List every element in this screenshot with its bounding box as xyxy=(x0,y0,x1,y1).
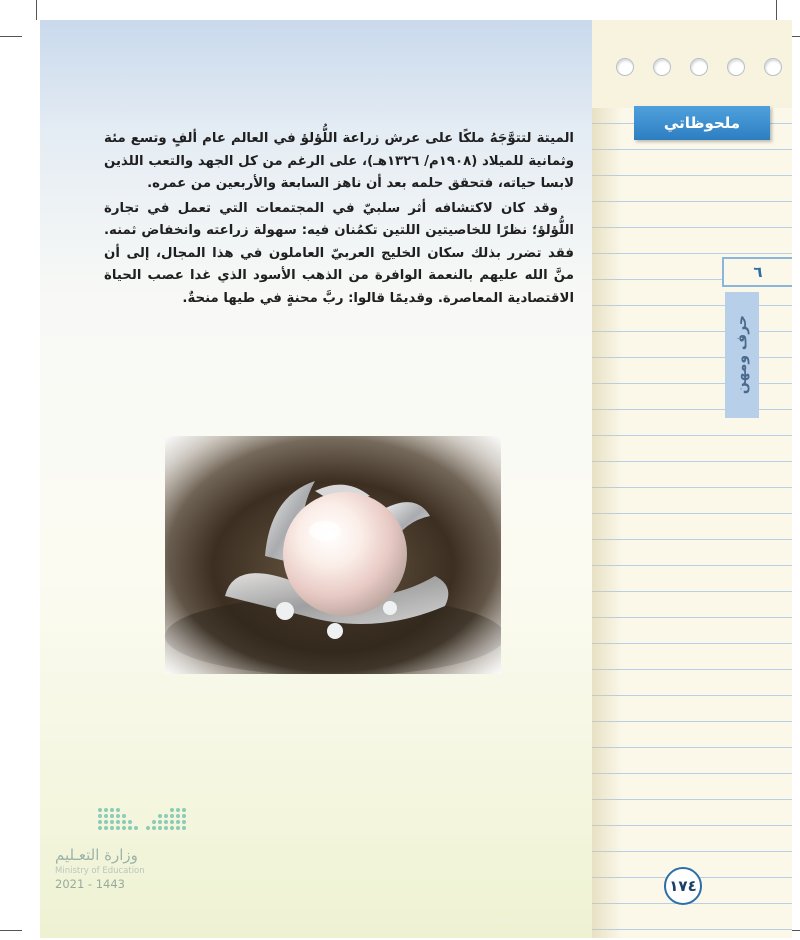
pearl-ring-photo xyxy=(165,436,501,674)
binder-hole-icon xyxy=(653,58,671,76)
binder-hole-icon xyxy=(764,58,782,76)
binder-holes xyxy=(616,58,786,78)
body-text xyxy=(104,128,574,310)
crop-mark xyxy=(36,0,37,20)
chapter-number: ٦ xyxy=(722,257,792,287)
page-number: ١٧٤ xyxy=(664,867,702,905)
chapter-title-tab xyxy=(725,292,759,418)
binder-hole-icon xyxy=(690,58,708,76)
ministry-branding xyxy=(55,846,205,891)
ministry-name-ar: وزارة التعـليم xyxy=(55,846,138,864)
edition-year: 2021 - 1443 xyxy=(55,877,125,891)
notes-tab: ملحوظاتي xyxy=(634,106,770,140)
ministry-logo-icon xyxy=(96,806,188,836)
paragraph-1: الميتة لتتوَّجَهُ ملكًا على عرش زراعة اللُّؤلؤ في العالم عام ألفٍ وتسع مئة وثمانية للميلاد (١٩٠٨م/ ١٣٢٦هـ)، على الرغم من كل الجهد والتعب اللذين لابسا حياته، فتحقق حلمه بعد أن ناهز السابعة والأربعين من عمره. xyxy=(104,131,574,191)
crop-mark xyxy=(0,930,22,931)
crop-mark xyxy=(0,36,22,37)
chapter-title: حرف ومهن xyxy=(734,315,750,395)
ministry-name-en: Ministry of Education xyxy=(55,866,145,876)
binder-hole-icon xyxy=(616,58,634,76)
notes-sidebar xyxy=(592,20,792,938)
crop-mark xyxy=(776,0,777,20)
paragraph-2: وقد كان لاكتشافه أثر سلبيّ في المجتمعات التي تعمل في تجارة اللُّؤلؤ؛ نظرًا للخاصيتين اللتين تكمُنان فيه: سهولة زراعته وانخفاض ثمنه. فقد تضرر بذلك سكان الخليج العربيّ العاملون في هذا المجال، إلى أن منَّ الله عليهم بالنعمة الوافرة من الذهب الأسود الذي غدا عصب الحياة الاقتصادية المعاصرة. وقديمًا قالوا: ربَّ محنةٍ في طيها منحةٌ. xyxy=(104,200,574,306)
binder-hole-icon xyxy=(727,58,745,76)
